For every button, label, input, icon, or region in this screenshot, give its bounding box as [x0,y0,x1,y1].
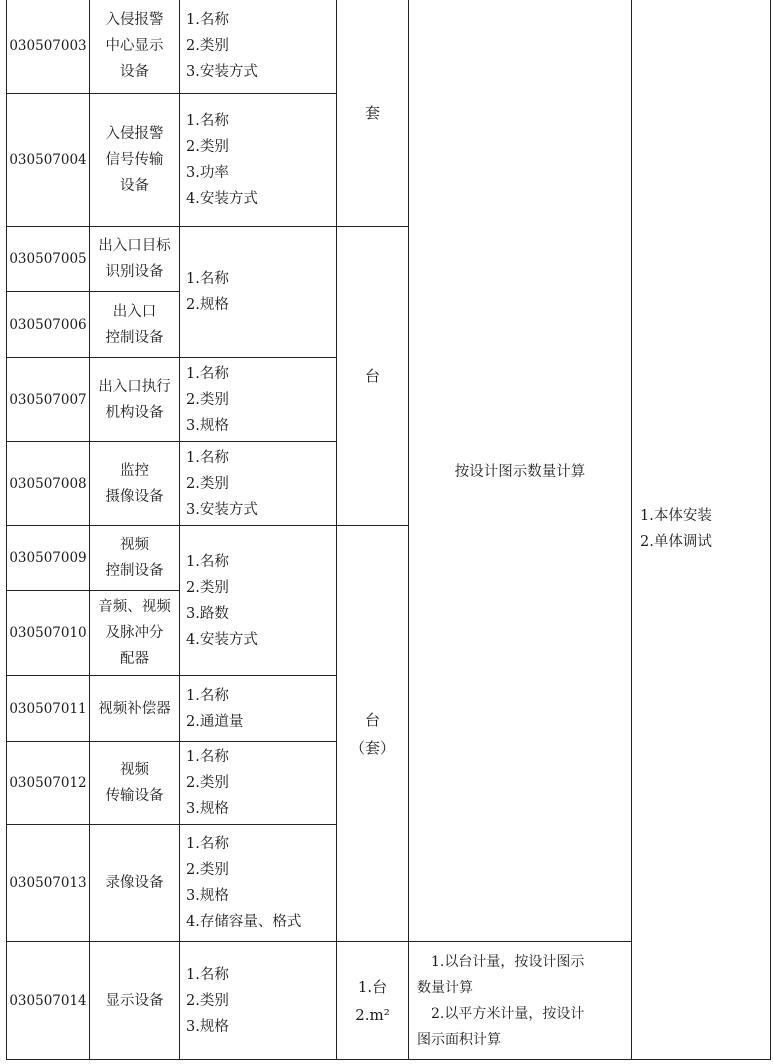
item-features: 1.名称 2.类别 3.功率 4.安装方式 [180,94,337,227]
unit-cell: 套 [337,0,409,227]
item-code: 030507005 [7,227,90,292]
item-name: 入侵报警 中心显示 设备 [90,0,180,94]
item-code: 030507012 [7,742,90,825]
item-features: 1.名称 2.类别 3.安装方式 [180,442,337,526]
item-name: 视频补偿器 [90,676,180,742]
item-features: 1.名称 2.类别 3.规格 [180,742,337,825]
item-features: 1.名称 2.类别 3.路数 4.安装方式 [180,526,337,676]
item-code: 030507014 [7,942,90,1060]
item-code: 030507009 [7,526,90,591]
item-code: 030507006 [7,292,90,358]
calculation-rule: 按设计图示数量计算 [409,0,632,942]
item-name: 录像设备 [90,825,180,942]
item-features: 1.名称 2.类别 3.规格 4.存储容量、格式 [180,825,337,942]
bill-of-quantities-table [6,0,771,1060]
item-code: 030507010 [7,591,90,676]
item-name: 视频 传输设备 [90,742,180,825]
item-features: 1.名称 2.通道量 [180,676,337,742]
work-content: 1.本体安装 2.单体调试 [632,0,771,1060]
unit-cell: 1.台 2.m² [337,942,409,1060]
unit-cell: 台 [337,227,409,526]
unit-cell: 台 （套） [337,526,409,942]
table-row [7,0,771,94]
item-features: 1.名称 2.类别 3.规格 [180,358,337,442]
item-name: 监控 摄像设备 [90,442,180,526]
item-code: 030507013 [7,825,90,942]
item-features: 1.名称 2.类别 3.安装方式 [180,0,337,94]
item-code: 030507011 [7,676,90,742]
item-name: 视频 控制设备 [90,526,180,591]
item-features: 1.名称 2.规格 [180,227,337,358]
item-name: 入侵报警 信号传输 设备 [90,94,180,227]
item-name: 出入口 控制设备 [90,292,180,358]
item-code: 030507003 [7,0,90,94]
calculation-rule: 1.以台计量，按设计图示 数量计算 2.以平方米计量，按设计 图示面积计算 [409,942,632,1060]
item-code: 030507007 [7,358,90,442]
item-name: 出入口执行 机构设备 [90,358,180,442]
item-name: 出入口目标 识别设备 [90,227,180,292]
item-name: 显示设备 [90,942,180,1060]
item-features: 1.名称 2.类别 3.规格 [180,942,337,1060]
item-name: 音频、视频 及脉冲分 配器 [90,591,180,676]
item-code: 030507008 [7,442,90,526]
item-code: 030507004 [7,94,90,227]
